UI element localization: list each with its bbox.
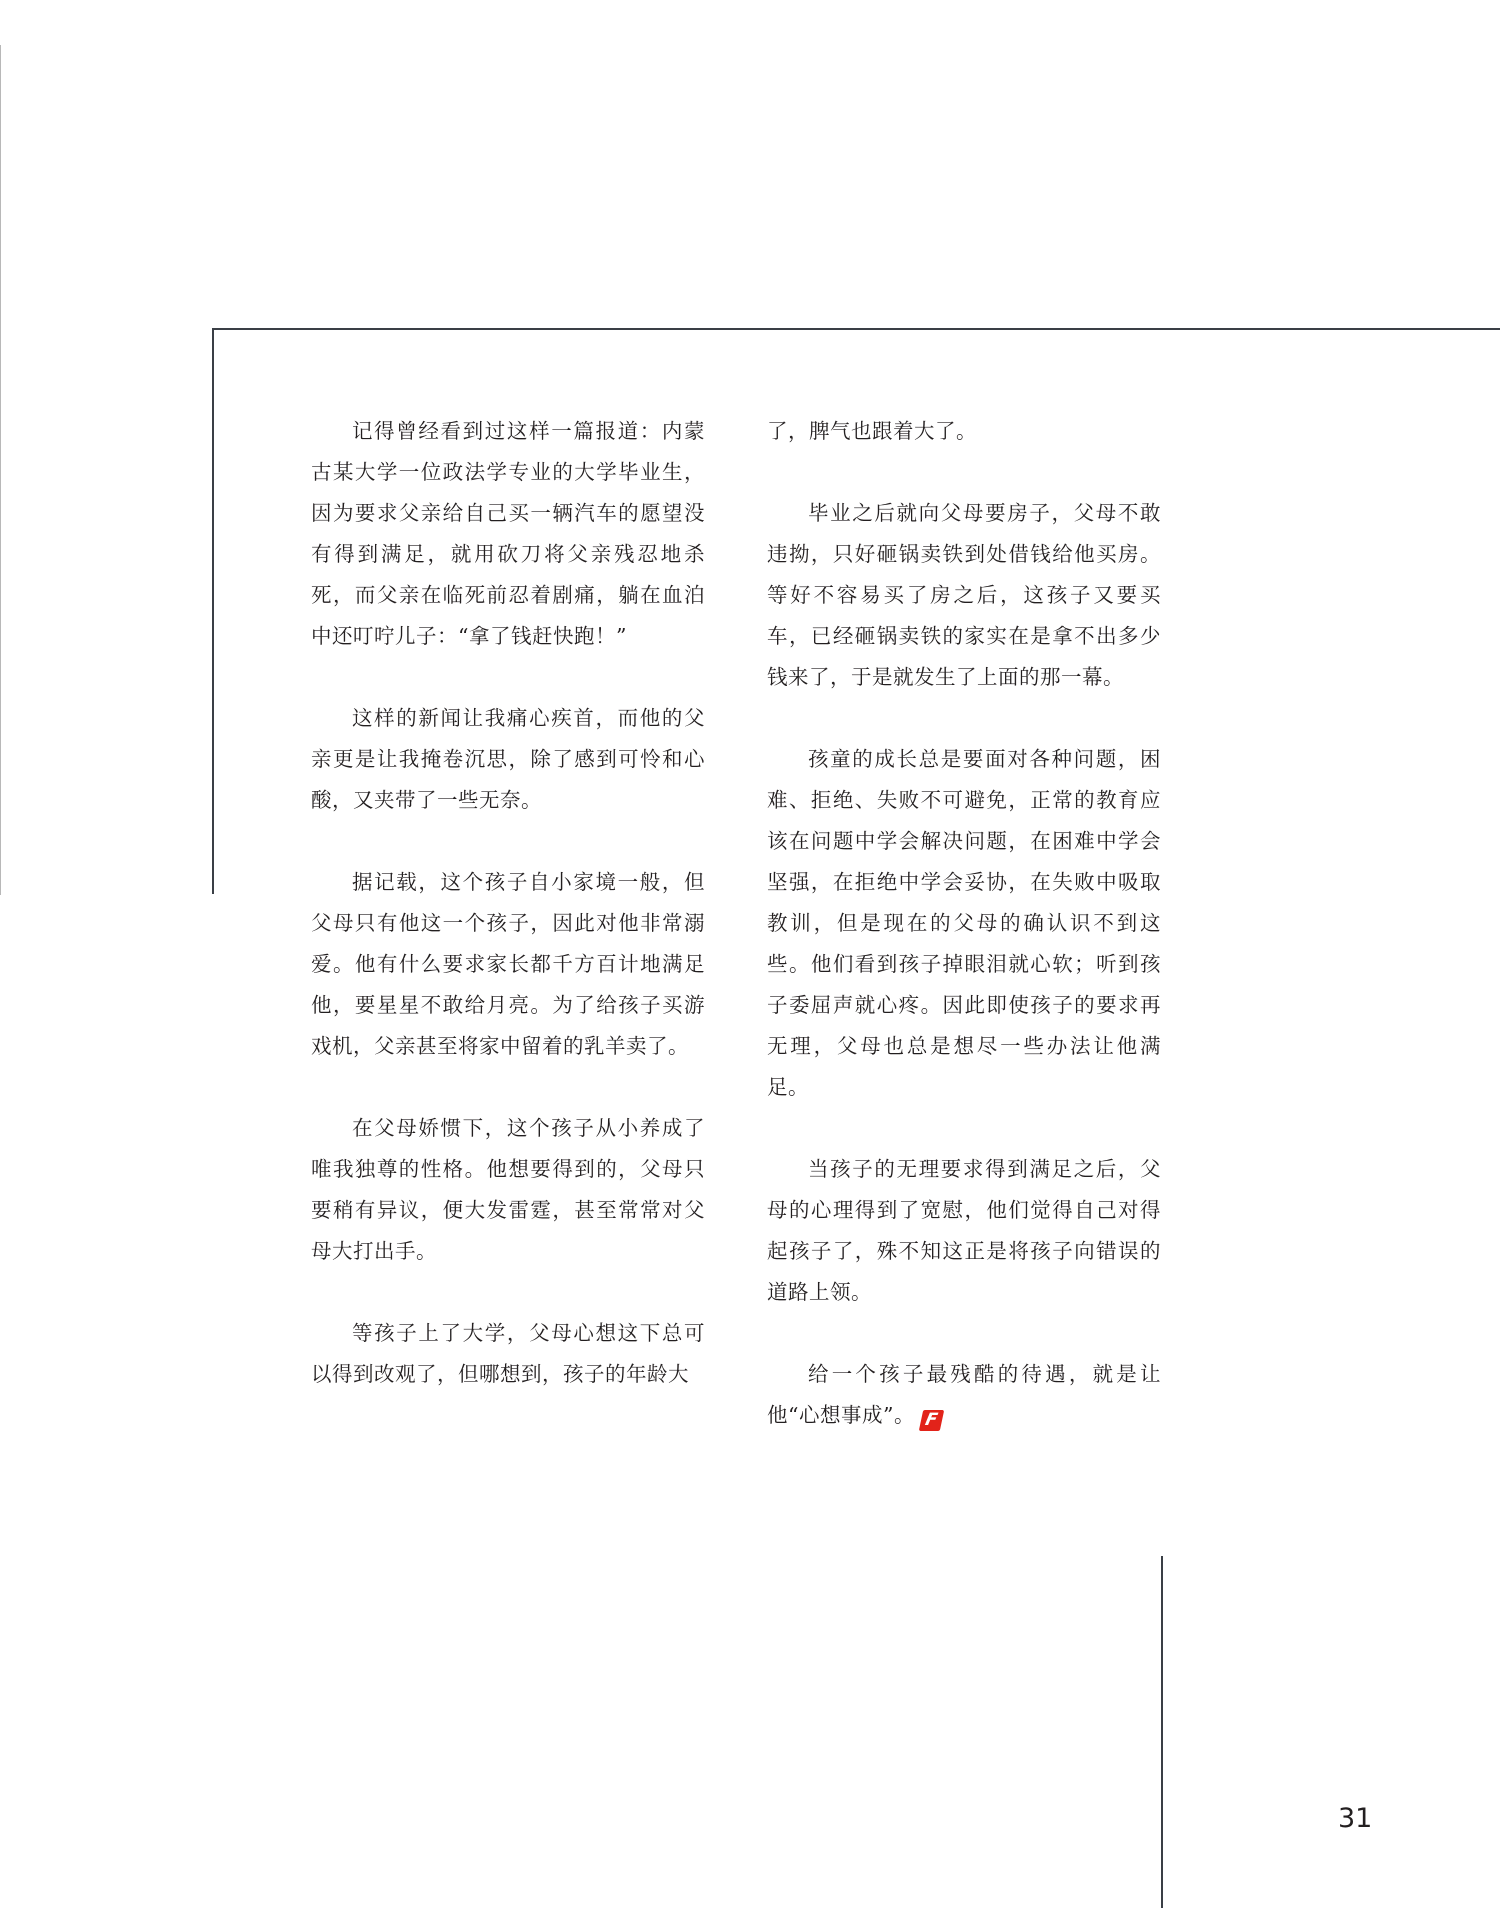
- paragraph-left-3: 据记载，这个孩子自小家境一般，但父母只有他这一个孩子，因此对他非常溺爱。他有什么要求家长都千方百计地满足他，要星星不敢给月亮。为了给孩子买游戏机，父亲甚至将家中留着的乳羊卖了。: [311, 870, 705, 1058]
- paragraph-right-2: 毕业之后就向父母要房子，父母不敢违拗，只好砸锅卖铁到处借钱给他买房。等好不容易买了房之后，这孩子又要买车，已经砸锅卖铁的家实在是拿不出多少钱来了，于是就发生了上面的那一幕。: [767, 501, 1161, 689]
- paragraph-right-3: 孩童的成长总是要面对各种问题，困难、拒绝、失败不可避免，正常的教育应该在问题中学会解决问题，在困难中学会坚强，在拒绝中学会妥协，在失败中吸取教训，但是现在的父母的确认识不到这些。他们看到孩子掉眼泪就心软；听到孩子委屈声就心疼。因此即使孩子的要求再无理，父母也总是想尽一些办法让他满足。: [767, 747, 1161, 1099]
- article-left-column: [311, 411, 705, 1436]
- paragraph-left-5: 等孩子上了大学，父母心想这下总可以得到改观了，但哪想到，孩子的年龄大: [311, 1321, 705, 1386]
- paragraph-left-1: 记得曾经看到过这样一篇报道：内蒙古某大学一位政法学专业的大学毕业生，因为要求父亲给自己买一辆汽车的愿望没有得到满足，就用砍刀将父亲残忍地杀死，而父亲在临死前忍着剧痛，躺在血泊中还叮咛儿子：“拿了钱赶快跑！”: [311, 419, 705, 648]
- frame-bottom-rule: [1161, 1556, 1163, 1908]
- page-edge-rule: [0, 45, 1, 895]
- frame-top-rule: [212, 328, 1500, 330]
- frame-left-rule: [212, 328, 214, 894]
- paragraph-right-5: [767, 1354, 1161, 1436]
- article-right-column: [767, 411, 1161, 1477]
- paragraph-left-4: 在父母娇惯下，这个孩子从小养成了唯我独尊的性格。他想要得到的，父母只要稍有异议，便大发雷霆，甚至常常对父母大打出手。: [311, 1116, 705, 1263]
- paragraph-right-4: 当孩子的无理要求得到满足之后，父母的心理得到了宽慰，他们觉得自己对得起孩子了，殊不知这正是将孩子向错误的道路上领。: [767, 1157, 1161, 1304]
- paragraph-right-1: 了，脾气也跟着大了。: [767, 419, 977, 443]
- page-number: 31: [1338, 1803, 1373, 1834]
- paragraph-left-2: 这样的新闻让我痛心疾首，而他的父亲更是让我掩卷沉思，除了感到可怜和心酸，又夹带了一些无奈。: [311, 706, 705, 812]
- end-mark-icon: F: [919, 1410, 944, 1431]
- closing-sentence: 给一个孩子最残酷的待遇，就是让他“心想事成”。: [767, 1362, 1161, 1427]
